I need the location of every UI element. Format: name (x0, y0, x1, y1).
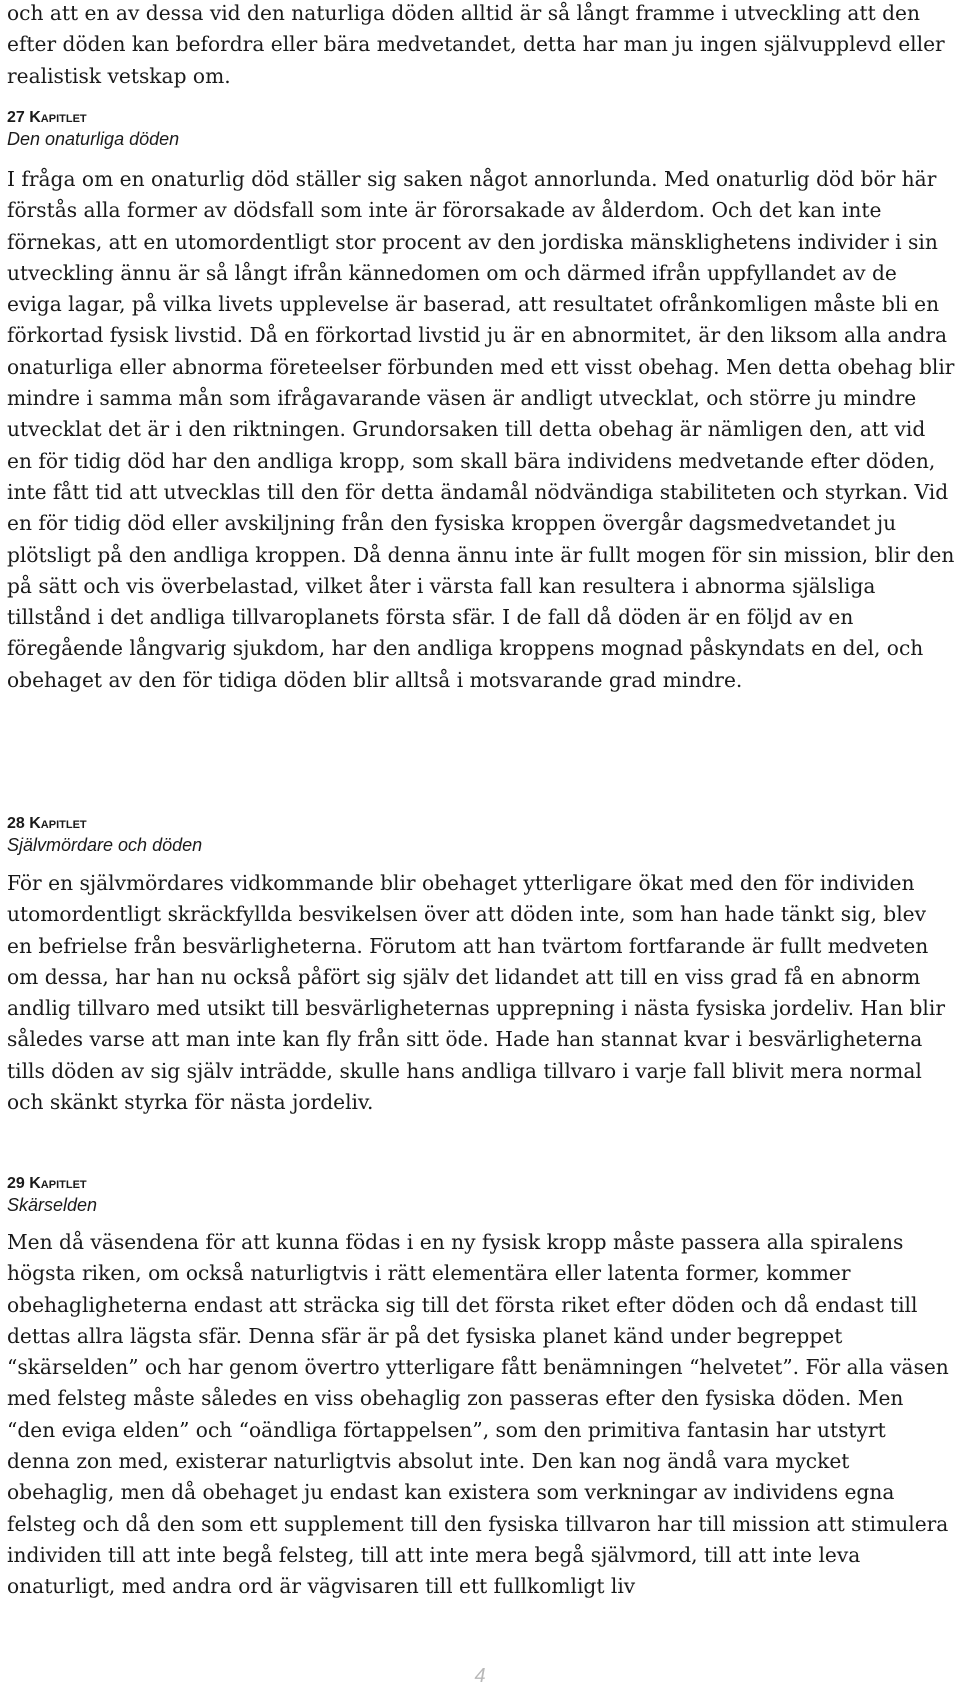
chapter-label: Kapitlet (29, 1175, 87, 1192)
intro-paragraph: och att en av dessa vid den naturliga döden alltid är så långt framme i utveckling att den efter döden kan befordra eller bära medvetandet, detta har man ju ingen självupplevd eller realistisk vetskap om. (7, 1, 945, 88)
page-number: 4 (474, 1665, 486, 1687)
chapter-27 (7, 108, 955, 150)
chapter-subtitle: Självmördare och döden (7, 835, 203, 855)
chapter-heading (7, 1174, 955, 1194)
chapter-29-text: Men då väsendena för att kunna födas i en ny fysisk kropp måste passera alla spiralens högsta riken, om också naturligtvis i rätt elementära eller latenta former, kommer obehagligheterna endast att sträcka sig till det första riket efter döden och då endast till dettas allra lägsta sfär. Denna sfär är på det fysiska planet känd under begreppet “skärselden” och har genom övertro ytterligare fått benämningen “helvetet”. För alla väsen med felsteg måste således en viss obehaglig zon passeras efter den fysiska döden. Men “den eviga elden” och “oändliga förtappelsen”, som den primitiva fantasin har utstyrt denna zon med, existerar naturligtvis absolut inte. Den kan nog ändå vara mycket obehaglig, men då obehaget ju endast kan existera som verkningar av individens egna felsteg och då den som ett supplement till den fysiska tillvaron har till mission att stimulera individen till att inte begå felsteg, till att inte mera begå självmord, till att inte leva onaturligt, med andra ord är vägvisaren till ett fullkomligt liv (7, 1230, 949, 1599)
chapter-28 (7, 814, 955, 856)
chapter-number: 28 (7, 815, 25, 832)
chapter-28-text: För en självmördares vidkommande blir obehaget ytterligare ökat med den för individen utomordentligt skräckfyllda besvikelsen över att döden inte, som han hade tänkt sig, blev en befrielse från besvärligheterna. Förutom att han tvärtom fortfarande är fullt medveten om dessa, har han nu också påfört sig själv det lidandet att till en viss grad få en abnorm andlig tillvaro med utsikt till besvärligheternas upprepning i nästa fysiska jordeliv. Han blir således varse att man inte kan fly från sitt öde. Hade han stannat kvar i besvärligheterna tills döden av sig själv inträdde, skulle hans andliga tillvaro i varje fall blivit mera normal och skänkt styrka för nästa jordeliv. (7, 871, 945, 1115)
chapter-subtitle: Den onaturliga döden (7, 129, 180, 149)
chapter-subtitle: Skärselden (7, 1195, 98, 1215)
chapter-number: 29 (7, 1175, 25, 1192)
chapter-heading (7, 814, 955, 834)
chapter-27-text: I fråga om en onaturlig död ställer sig saken något annorlunda. Med onaturlig död bör här förstås alla former av dödsfall som inte är förorsakade av ålderdom. Och det kan inte förnekas, att en utomordentligt stor procent av den jordiska mänsklighetens individer i sin utveckling ännu är så långt ifrån kännedomen om och därmed ifrån uppfyllandet av de eviga lagar, på vilka livets upplevelse är baserad, att resultatet ofrånkomligen måste bli en förkortad fysisk livstid. Då en förkortad livstid ju är en abnormitet, är den liksom alla andra onaturliga eller abnorma företeelser förbunden med ett visst obehag. Men detta obehag blir mindre i samma mån som ifrågavarande väsen är andligt utvecklat, och större ju mindre utvecklat det är i den riktningen. Grundorsaken till detta obehag är nämligen den, att vid en för tidig död har den andliga kropp, som skall bära individens medvetande efter döden, inte fått tid att utvecklas till den för detta ändamål nödvändiga stabiliteten och styrkan. Vid en för tidig död eller avskiljning från den fysiska kroppen övergår dagsmedvetandet ju plötsligt på den andliga kroppen. Då denna ännu inte är fullt mogen för sin mission, blir den på sätt och vis överbelastad, vilket åter i värsta fall kan resultera i abnorma själsliga tillstånd i det andliga tillvaroplanets första sfär. I de fall då döden är en följd av en föregående långvarig sjukdom, har den andliga kroppens mognad påskyndats en del, och obehaget av den för tidiga döden blir alltså i motsvarande grad mindre. (7, 167, 955, 692)
chapter-heading (7, 108, 955, 128)
chapter-29 (7, 1174, 955, 1216)
chapter-number: 27 (7, 109, 25, 126)
chapter-label: Kapitlet (29, 815, 87, 832)
chapter-label: Kapitlet (29, 109, 87, 126)
